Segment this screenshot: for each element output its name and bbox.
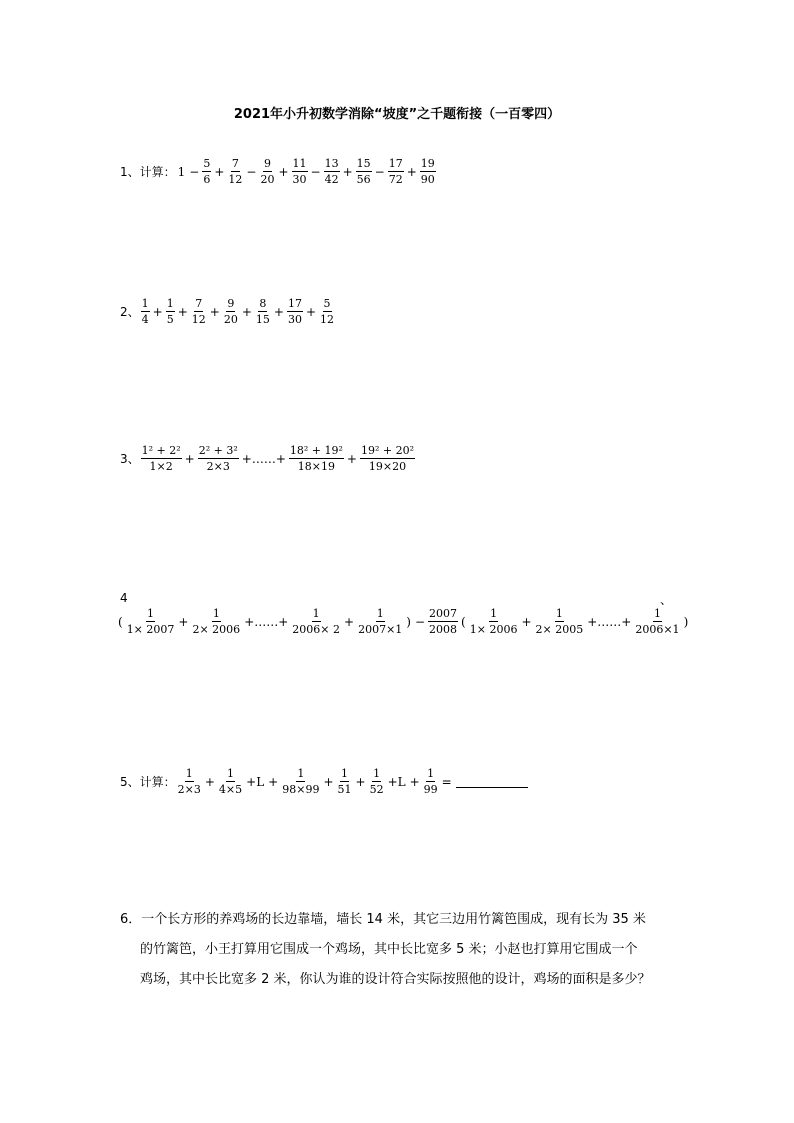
q2-op: + [152, 304, 163, 319]
paren-open: ( [461, 614, 466, 629]
q1-op: − [374, 164, 385, 179]
q2-op: + [241, 304, 252, 319]
question-4 [116, 608, 690, 635]
q5-op: + [409, 774, 420, 789]
fraction: $\frac{11}{30}$ [292, 157, 307, 186]
paren-open: ( [118, 614, 123, 629]
q6-line-3: 鸡场，其中长比宽多 2 米，你认为谁的设计符合实际按照他的设计，鸡场的面积是多少？ [140, 972, 651, 987]
fraction: $\frac{5}{12}$ [320, 297, 335, 326]
question-2-label: 2、 [120, 305, 140, 319]
fraction: $\frac{1}{1\times 2006}$ [469, 607, 518, 636]
fraction: $\frac{1}{2\times 3}$ [177, 767, 201, 796]
question-3-label: 3、 [120, 452, 140, 466]
q3-dots: +……+ [241, 451, 286, 466]
fraction: $\frac{7}{12}$ [191, 297, 206, 326]
q2-op: + [177, 304, 188, 319]
question-5-label: 5、计算： [120, 775, 176, 789]
question-5 [120, 768, 528, 795]
q5-op: + [323, 774, 334, 789]
fraction: $\frac{1}{51}$ [337, 767, 352, 796]
q2-op: + [273, 304, 284, 319]
q5-l: +L [246, 774, 265, 789]
fraction: $\frac{1}{52}$ [369, 767, 384, 796]
q5-op: + [268, 774, 279, 789]
fraction: $\frac{1}{2006\times 1}$ [635, 607, 680, 636]
q4-op: + [344, 614, 355, 629]
fraction: $\frac{\text{2² + 3²}}{2\times 3}$ [198, 444, 238, 473]
fraction: $\frac{17}{72}$ [388, 157, 403, 186]
fraction: $\frac{1}{4}$ [141, 297, 149, 326]
question-4-number: 4 [120, 591, 128, 605]
q1-op: + [214, 164, 225, 179]
q1-op: + [278, 164, 289, 179]
q2-op: + [209, 304, 220, 319]
question-6 [120, 905, 680, 995]
q4-minus: − [414, 614, 426, 629]
q1-op: + [342, 164, 353, 179]
question-4-mark: 、 [660, 593, 673, 607]
answer-blank[interactable] [456, 775, 528, 788]
page-title: 2021年小升初数学消除“坡度”之千题衔接（一百零四） [233, 107, 561, 122]
q6-line-1: 6．一个长方形的养鸡场的长边靠墙，墙长 14 米，其它三边用竹篱笆围成，现有长为 35 米 [120, 912, 646, 927]
q1-op: + [406, 164, 417, 179]
fraction: $\frac{\text{18² + 19²}}{18\times 19}$ [289, 444, 343, 473]
paren-close: ) [406, 614, 411, 629]
paren-close: ) [683, 614, 689, 629]
fraction: $\frac{8}{15}$ [255, 297, 270, 326]
q5-eq: = [441, 774, 452, 789]
fraction: $\frac{19}{90}$ [420, 157, 435, 186]
q4-dots: +……+ [244, 614, 289, 629]
q5-l: +L [387, 774, 406, 789]
fraction: $\frac{9}{20}$ [260, 157, 275, 186]
q1-op: − [189, 164, 200, 179]
fraction: $\frac{15}{56}$ [356, 157, 371, 186]
fraction: $\frac{2007}{2008}$ [429, 607, 458, 636]
fraction: $\frac{1}{99}$ [423, 767, 438, 796]
q5-op: + [355, 774, 366, 789]
fraction: $\frac{1}{98\times 99}$ [282, 767, 320, 796]
fraction: $\frac{\text{1² + 2²}}{1\times 2}$ [141, 444, 181, 473]
q2-op: + [305, 304, 317, 319]
fraction: $\frac{1}{5}$ [166, 297, 174, 326]
q1-lead: 1 [177, 164, 186, 179]
question-1-label: 1、计算： [120, 165, 176, 179]
q5-op: + [204, 774, 215, 789]
q1-op: − [246, 164, 257, 179]
q1-op: − [310, 164, 321, 179]
fraction: $\frac{1}{2\times 2005}$ [535, 607, 584, 636]
fraction: $\frac{13}{42}$ [324, 157, 339, 186]
question-1 [120, 158, 437, 185]
q3-op: + [184, 451, 195, 466]
q6-line-2: 的竹篱笆，小王打算用它围成一个鸡场，其中长比宽多 5 米；小赵也打算用它围成一个 [140, 942, 638, 957]
fraction: $\frac{1}{1\times 2007}$ [126, 607, 175, 636]
fraction: $\frac{\text{19² + 20²}}{19\times 20}$ [360, 444, 414, 473]
q4-op: + [178, 614, 189, 629]
q4-op: + [521, 614, 532, 629]
fraction: $\frac{1}{2007\times 1}$ [358, 607, 403, 636]
fraction: $\frac{7}{12}$ [228, 157, 243, 186]
question-3 [120, 445, 416, 472]
fraction: $\frac{5}{6}$ [203, 157, 211, 186]
fraction: $\frac{17}{30}$ [287, 297, 302, 326]
fraction: $\frac{1}{2006\times 2}$ [292, 607, 341, 636]
fraction: $\frac{1}{4\times 5}$ [218, 767, 243, 796]
fraction: $\frac{9}{20}$ [223, 297, 238, 326]
fraction: $\frac{1}{2\times 2006}$ [192, 607, 241, 636]
q3-op: + [346, 451, 357, 466]
question-2 [120, 298, 336, 325]
q4-dots: +……+ [587, 614, 632, 629]
